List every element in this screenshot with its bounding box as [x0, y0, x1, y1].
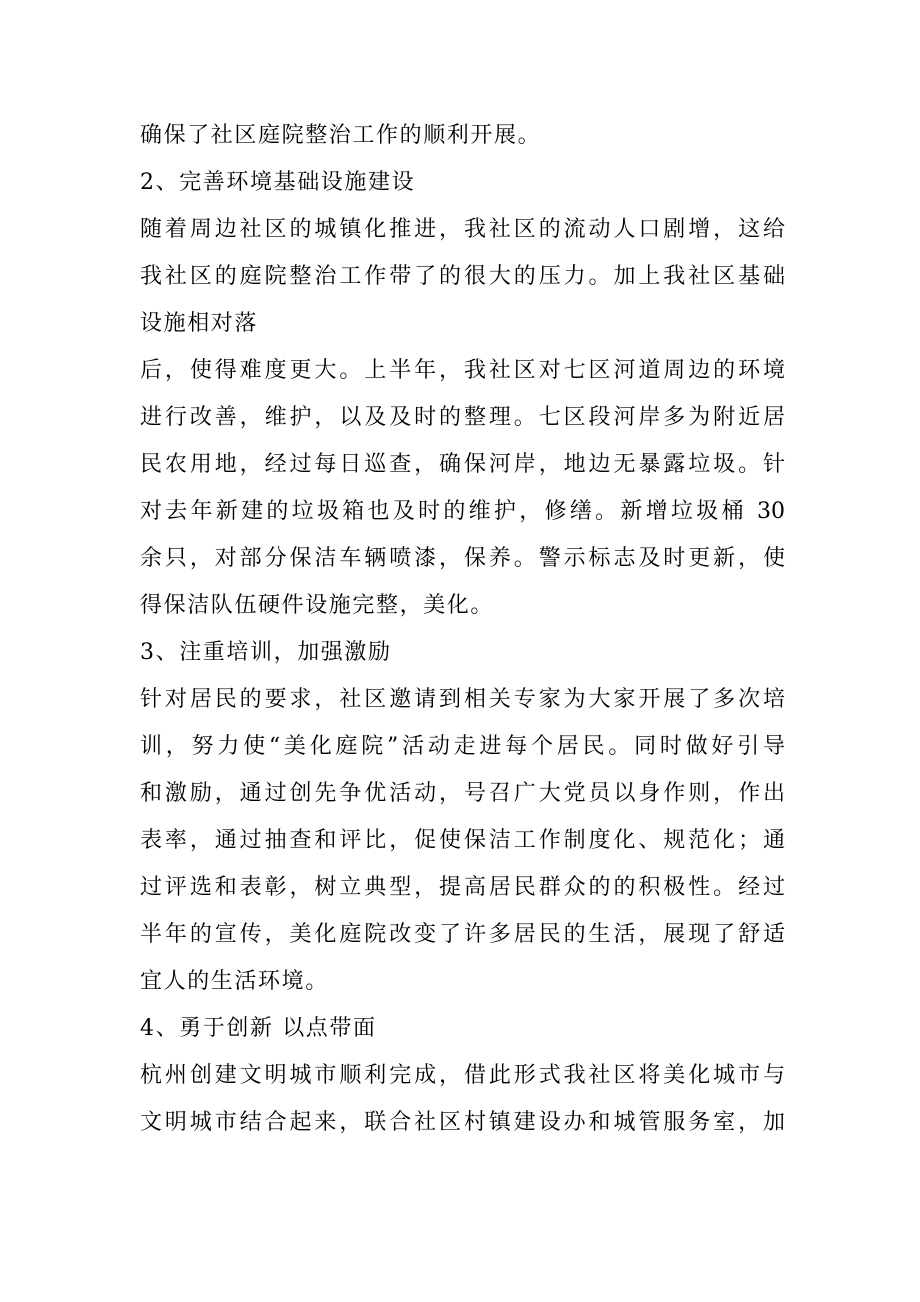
paragraph-line: 半年的宣传，美化庭院改变了许多居民的生活，展现了舒适	[140, 922, 785, 947]
paragraph-line: 和激励，通过创先争优活动，号召广大党员以身作则，作出	[140, 781, 785, 806]
paragraph-line: 训，努力使“美化庭院”活动走进每个居民。同时做好引导	[140, 734, 785, 759]
section-heading: 2、完善环境基础设施建设	[140, 170, 416, 195]
paragraph-line: 过评选和表彰，树立典型，提高居民群众的的积极性。经过	[140, 875, 785, 900]
paragraph-line: 设施相对落	[140, 311, 259, 336]
paragraph-line: 得保洁队伍硬件设施完整，美化。	[140, 593, 495, 618]
paragraph-line: 确保了社区庭院整治工作的顺利开展。	[140, 123, 542, 148]
paragraph-line: 进行改善，维护，以及及时的整理。七区段河岸多为附近居	[140, 405, 785, 430]
paragraph-line: 针对居民的要求，社区邀请到相关专家为大家开展了多次培	[140, 687, 785, 712]
section-heading: 4、勇于创新 以点带面	[140, 1016, 377, 1041]
paragraph-line: 余只，对部分保洁车辆喷漆，保养。警示标志及时更新，使	[140, 546, 785, 571]
document-body	[140, 112, 785, 1146]
paragraph-line: 宜人的生活环境。	[140, 969, 329, 994]
paragraph-line: 民农用地，经过每日巡查，确保河岸，地边无暴露垃圾。针	[140, 452, 785, 477]
paragraph-line: 文明城市结合起来，联合社区村镇建设办和城管服务室，加	[140, 1110, 785, 1135]
paragraph-line: 随着周边社区的城镇化推进，我社区的流动人口剧增，这给	[140, 217, 785, 242]
paragraph-line: 我社区的庭院整治工作带了的很大的压力。加上我社区基础	[140, 264, 785, 289]
paragraph-line: 对去年新建的垃圾箱也及时的维护，修缮。新增垃圾桶 30	[140, 499, 785, 524]
paragraph-line: 后，使得难度更大。上半年，我社区对七区河道周边的环境	[140, 358, 785, 383]
paragraph-line: 杭州创建文明城市顺利完成，借此形式我社区将美化城市与	[140, 1063, 785, 1088]
paragraph-line: 表率，通过抽查和评比，促使保洁工作制度化、规范化；通	[140, 828, 785, 853]
section-heading: 3、注重培训，加强激励	[140, 640, 392, 665]
